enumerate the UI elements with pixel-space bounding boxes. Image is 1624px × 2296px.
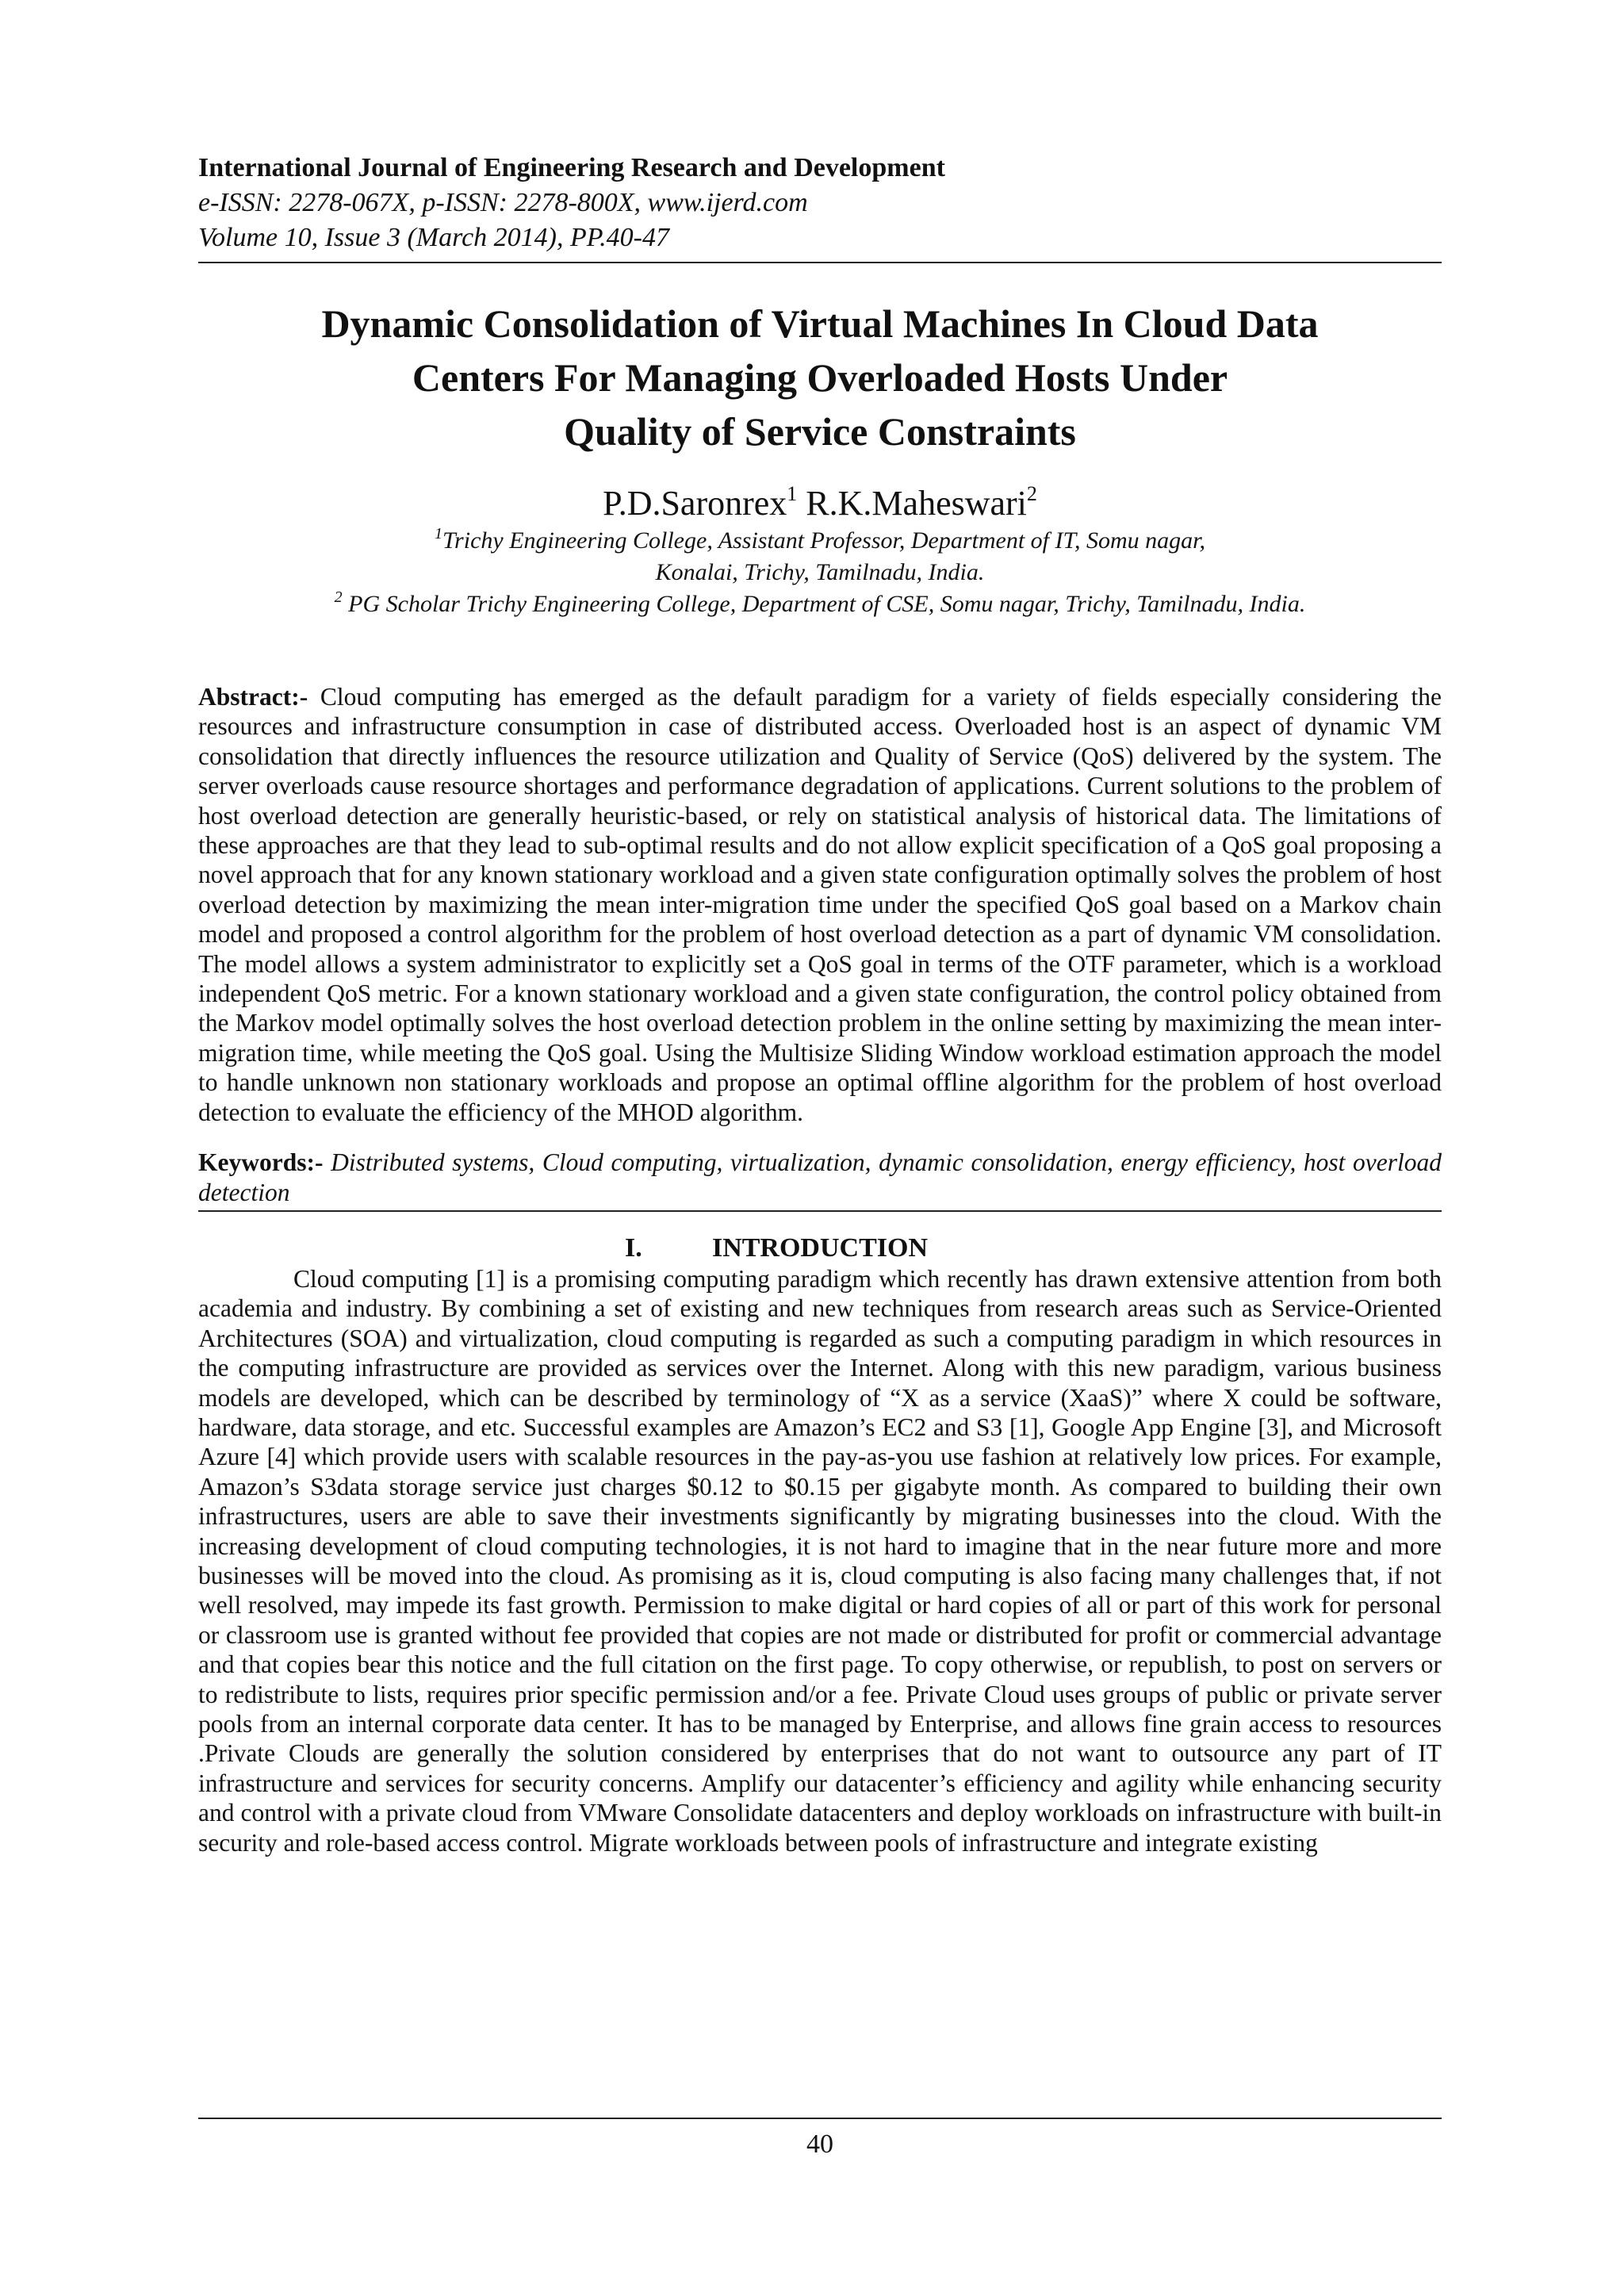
keywords-text: Distributed systems, Cloud computing, virtualization, dynamic consolidation, energy efficiency, host overload detection [198,1148,1442,1206]
author-2: R.K.Maheswari [806,484,1027,523]
affiliation-1-line-1: Trichy Engineering College, Assistant Professor, Department of IT, Somu nagar, [442,527,1205,554]
header-divider [198,262,1442,263]
affiliation-1-line-2: Konalai, Trichy, Tamilnadu, India. [655,559,985,585]
affiliation-1 [198,525,1442,557]
journal-name: International Journal of Engineering Research and Development [198,153,945,182]
affiliation-1-superscript: 1 [435,525,443,542]
affiliation-2-text: PG Scholar Trichy Engineering College, Department of CSE, Somu nagar, Trichy, Tamilnadu, India. [342,591,1306,617]
abstract-label: Abstract:- [198,683,308,711]
section-number: I. [624,1232,642,1263]
affiliation-2-superscript: 2 [334,588,343,606]
journal-volume: Volume 10, Issue 3 (March 2014), PP.40-47 [198,223,669,252]
journal-issn: e-ISSN: 2278-067X, p-ISSN: 2278-800X, www.ijerd.com [198,188,808,217]
introduction-paragraph: Cloud computing [1] is a promising computing paradigm which recently has drawn extensive attention from both academia and industry. By combining a set of existing and new techniques from research areas such as Service-Oriented Architectures (SOA) and virtualization, cloud computing is regarded as such a computing paradigm in which resources in the computing infrastructure are provided as services over the Internet. Along with this new paradigm, various business models are developed, which can be described by terminology of “X as a service (XaaS)” where X could be software, hardware, data storage, and etc. Successful examples are Amazon’s EC2 and S3 [1], Google App Engine [3], and Microsoft Azure [4] which provide users with scalable resources in the pay-as-you use fashion at relatively low prices. For example, Amazon’s S3data storage service just charges $0.12 to $0.15 per gigabyte month. As compared to building their own infrastructures, users are able to save their investments significantly by migrating businesses into the cloud. With the increasing development of cloud computing technologies, it is not hard to imagine that in the near future more and more businesses will be moved into the cloud. As promising as it is, cloud computing is also facing many challenges that, if not well resolved, may impede its fast growth. Permission to make digital or hard copies of all or part of this work for personal or classroom use is granted without fee provided that copies are not made or distributed for profit or commercial advantage and that copies bear this notice and the full citation on the first page. To copy otherwise, or republish, to post on servers or to redistribute to lists, requires prior specific permission and/or a fee. Private Cloud uses groups of public or private server pools from an internal corporate data center. It has to be managed by Enterprise, and allows fine grain access to resources .Private Clouds are generally the solution considered by enterprises that do not want to outsource any part of IT infrastructure and services for security concerns. Amplify our datacenter’s efficiency and agility while enhancing security and control with a private cloud from VMware Consolidate datacenters and deploy workloads on infrastructure with built-in security and role-based access control. Migrate workloads between pools of infrastructure and integrate existing [198,1264,1442,1857]
paper-title [198,297,1442,458]
title-line-1: Dynamic Consolidation of Virtual Machines In Cloud Data [321,301,1319,346]
title-line-3: Quality of Service Constraints [564,409,1076,454]
author-1-superscript: 1 [787,482,798,505]
section-title: INTRODUCTION [711,1232,929,1263]
author-2-superscript: 2 [1026,482,1037,505]
author-1: P.D.Saronrex [603,484,787,523]
title-line-2: Centers For Managing Overloaded Hosts Under [412,355,1228,400]
keywords [198,1148,1442,1207]
keywords-label: Keywords:- [198,1148,324,1177]
section-heading-introduction [198,1232,1442,1264]
keywords-divider [198,1210,1442,1212]
author-list [198,482,1442,525]
paper-page [198,151,1442,2159]
abstract-text: Cloud computing has emerged as the default paradigm for a variety of fields especially considering the resources and infrastructure consumption in case of distributed access. Overloaded host is an aspect of dynamic VM consolidation that directly influences the resource utilization and Quality of Service (QoS) delivered by the system. The server overloads cause resource shortages and performance degradation of applications. Current solutions to the problem of host overload detection are generally heuristic-based, or rely on statistical analysis of historical data. The limitations of these approaches are that they lead to sub-optimal results and do not allow explicit specification of a QoS goal proposing a novel approach that for any known stationary workload and a given state configuration optimally solves the problem of host overload detection by maximizing the mean inter-migration time under the specified QoS goal based on a Markov chain model and proposed a control algorithm for the problem of host overload detection as a part of dynamic VM consolidation. The model allows a system administrator to explicitly set a QoS goal in terms of the OTF parameter, which is a workload independent QoS metric. For a known stationary workload and a given state configuration, the control policy obtained from the Markov model optimally solves the host overload detection problem in the online setting by maximizing the mean inter-migration time, while meeting the QoS goal. Using the Multisize Sliding Window workload estimation approach the model to handle unknown non stationary workloads and propose an optimal offline algorithm for the problem of host overload detection to evaluate the efficiency of the MHOD algorithm. [198,683,1442,1126]
abstract [198,682,1442,1127]
journal-header [198,151,1442,255]
page-number: 40 [806,2129,833,2159]
affiliation-2 [198,588,1442,620]
affiliation-1-continued [198,557,1442,588]
footer-divider [198,2118,1442,2119]
